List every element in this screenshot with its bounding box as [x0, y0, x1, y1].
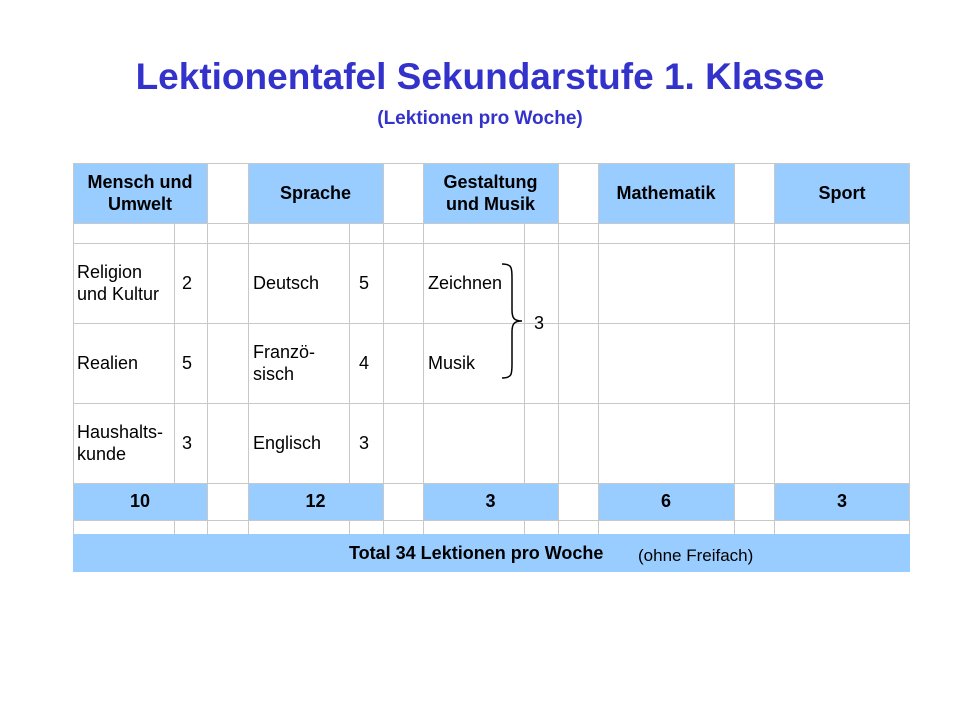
grid-line: [524, 520, 525, 534]
sum-mathematik: 6: [660, 491, 671, 511]
page-subtitle: (Lektionen pro Woche): [377, 108, 583, 129]
subject-cell: Franzö- sisch: [253, 341, 316, 384]
hours-cell: 4: [359, 352, 370, 373]
subject-cell: Realien: [77, 352, 139, 373]
grid-line: [349, 223, 350, 483]
grid-line: [207, 163, 208, 534]
subject-cell: Englisch: [253, 432, 322, 453]
header-mensch-und-umwelt: Mensch und Umwelt: [87, 171, 193, 214]
grid-line: [174, 223, 175, 483]
curly-brace-icon: [500, 262, 524, 380]
total-note: (ohne Freifach): [638, 546, 754, 565]
grid-line: [73, 223, 910, 224]
page-title: Lektionentafel Sekundarstufe 1. Klasse: [135, 56, 825, 97]
header-mathematik: Mathematik: [616, 182, 716, 203]
sum-mensch: 10: [129, 491, 151, 511]
grid-line: [349, 520, 350, 534]
header-sprache: Sprache: [279, 182, 352, 203]
hours-cell: 3: [359, 432, 370, 453]
grid-line: [558, 163, 559, 534]
subject-cell: Religion und Kultur: [77, 261, 160, 304]
sum-sprache: 12: [305, 491, 326, 511]
subject-cell: Deutsch: [253, 272, 320, 293]
grid-line: [383, 163, 384, 534]
hours-cell: 3: [182, 432, 193, 453]
sum-gestaltung: 3: [485, 491, 496, 511]
hours-cell: 5: [182, 352, 193, 373]
hours-cell: 2: [182, 272, 193, 293]
header-sport: Sport: [818, 182, 866, 203]
total-label: Total 34 Lektionen pro Woche: [349, 543, 604, 563]
grid-line: [524, 223, 525, 483]
hours-cell: 5: [359, 272, 370, 293]
subject-cell: Zeichnen: [428, 272, 503, 293]
grid-line: [73, 520, 910, 521]
grid-line: [734, 163, 735, 534]
header-gestaltung-und-musik: Gestaltung und Musik: [443, 171, 538, 214]
subject-cell: Musik: [428, 352, 476, 373]
subject-cell: Haushalts- kunde: [77, 421, 164, 464]
combined-hours: 3: [534, 313, 545, 333]
sum-sport: 3: [836, 491, 847, 511]
grid-line: [174, 520, 175, 534]
